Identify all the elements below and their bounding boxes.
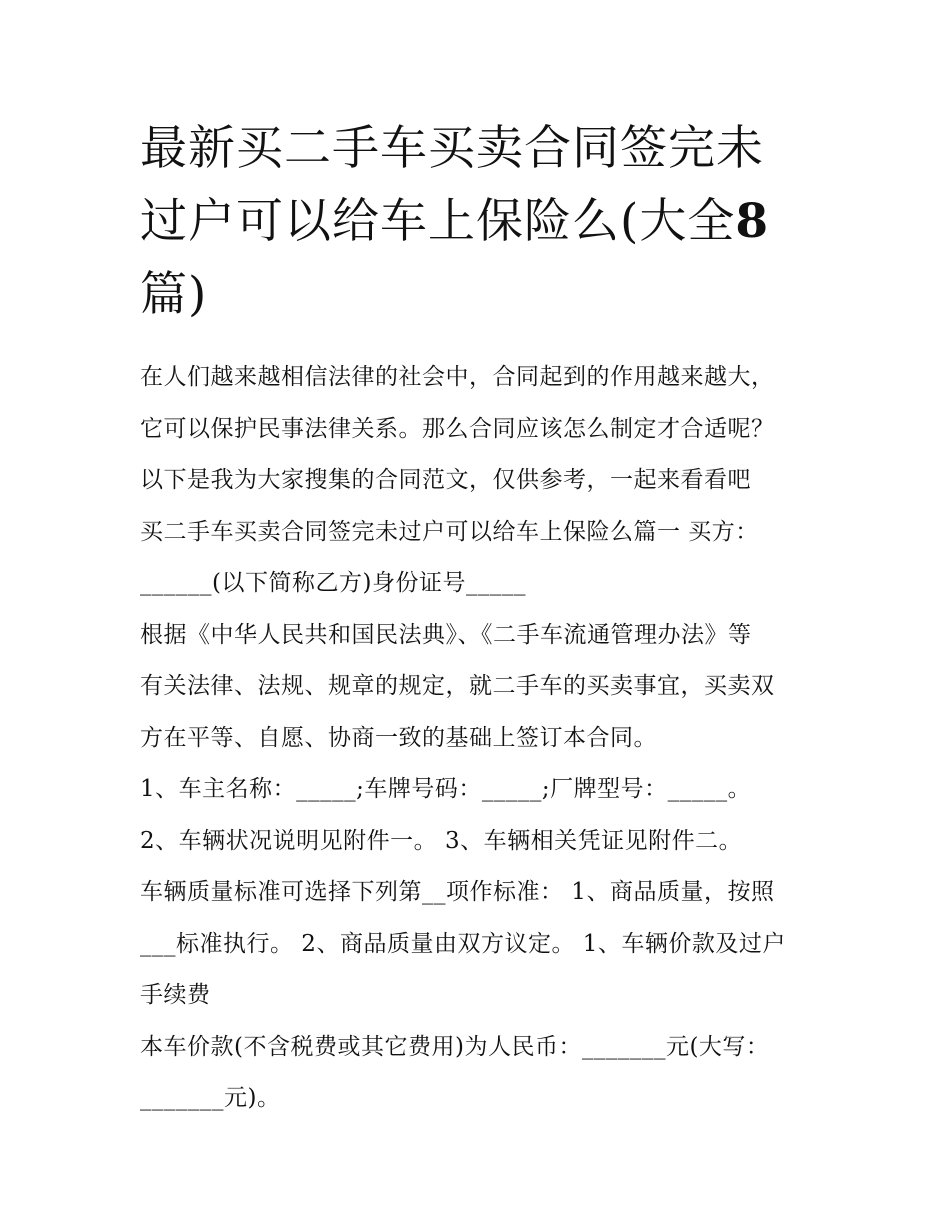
body-line-10: 2、车辆状况说明见附件一。 3、车辆相关凭证见附件二。 <box>140 827 743 854</box>
document-title <box>140 112 830 331</box>
body-line-5: ______(以下简称乙方)身份证号_____ <box>140 570 526 596</box>
body-line-12: ___标准执行。 2、商品质量由双方议定。 1、车辆价款及过户 <box>140 930 786 957</box>
title-line-3: 篇) <box>140 267 208 322</box>
body-line-2: 它可以保护民事法律关系。那么合同应该怎么制定才合适呢？ <box>140 415 775 442</box>
title-line-2-text: 过户可以给车上保险么(大全 <box>140 194 736 249</box>
document-body <box>140 352 820 1125</box>
title-line-2 <box>140 185 830 258</box>
title-number: 8 <box>735 194 770 249</box>
body-line-3: 以下是我为大家搜集的合同范文，仅供参考，一起来看看吧 <box>140 467 751 493</box>
body-line-13: 手续费 <box>140 982 211 1008</box>
title-line-1: 最新买二手车买卖合同签完未 <box>140 121 764 176</box>
body-line-8: 方在平等、自愿、协商一致的基础上签订本合同。 <box>140 724 657 751</box>
body-line-7: 有关法律、法规、规章的规定，就二手车的买卖事宜，买卖双 <box>140 673 775 699</box>
body-line-9: 1、车主名称：_____;车牌号码：_____;厂牌型号：_____。 <box>140 776 752 802</box>
body-line-1: 在人们越来越相信法律的社会中，合同起到的作用越来越大， <box>140 364 775 390</box>
body-line-6: 根据《中华人民共和国民法典》、《二手车流通管理办法》等 <box>140 621 752 648</box>
body-line-4: 买二手车买卖合同签完未过户可以给车上保险么篇一 买方： <box>140 518 759 545</box>
body-line-15: _______元)。 <box>140 1085 281 1111</box>
body-line-11: 车辆质量标准可选择下列第__项作标准： 1、商品质量，按照 <box>140 879 775 905</box>
body-line-14: 本车价款(不含税费或其它费用)为人民币：_______元(大写： <box>140 1033 770 1060</box>
